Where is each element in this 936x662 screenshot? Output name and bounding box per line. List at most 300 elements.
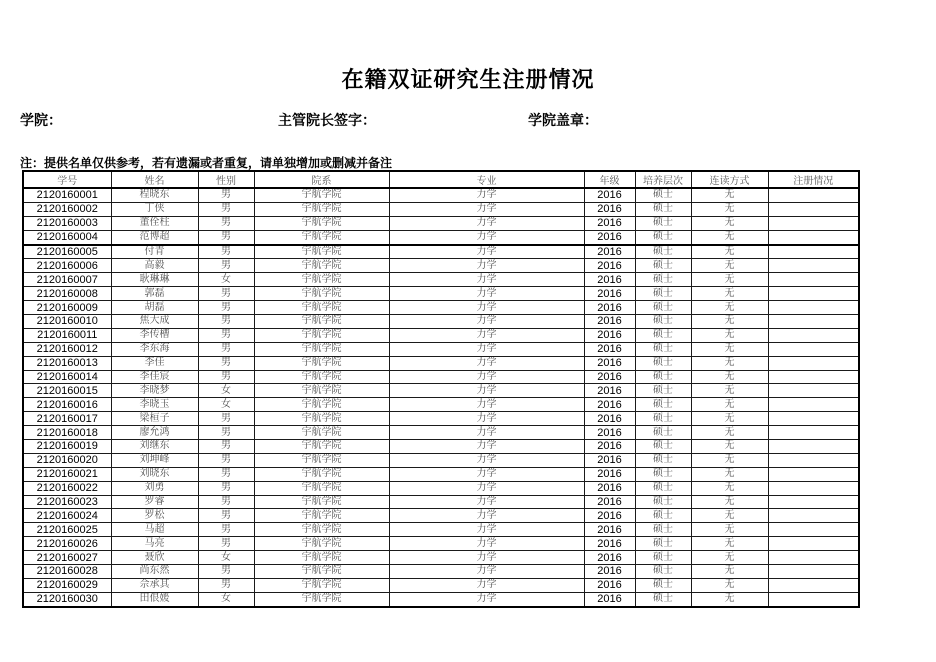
cell-grade: 2016	[584, 384, 635, 398]
cell-level: 硕士	[635, 384, 691, 398]
cell-major: 力学	[389, 259, 584, 273]
cell-grade: 2016	[584, 467, 635, 481]
cell-department: 宇航学院	[254, 523, 389, 537]
cell-level: 硕士	[635, 551, 691, 565]
col-header-registration-status: 注册情况	[768, 171, 859, 188]
cell-gender: 男	[198, 216, 254, 230]
cell-study-mode: 无	[691, 440, 768, 454]
cell-major: 力学	[389, 495, 584, 509]
cell-major: 力学	[389, 398, 584, 412]
cell-registration-status	[768, 370, 859, 384]
cell-registration-status	[768, 495, 859, 509]
cell-registration-status	[768, 440, 859, 454]
cell-gender: 男	[198, 301, 254, 315]
cell-study-mode: 无	[691, 412, 768, 426]
cell-registration-status	[768, 287, 859, 301]
cell-student-id: 2120160027	[23, 551, 111, 565]
cell-student-id: 2120160023	[23, 495, 111, 509]
cell-level: 硕士	[635, 481, 691, 495]
cell-student-id: 2120160009	[23, 301, 111, 315]
cell-name: 马超	[111, 523, 198, 537]
cell-grade: 2016	[584, 578, 635, 592]
cell-registration-status	[768, 467, 859, 481]
cell-study-mode: 无	[691, 230, 768, 244]
college-label: 学院：	[20, 112, 62, 128]
cell-department: 宇航学院	[254, 426, 389, 440]
table-row	[23, 216, 859, 230]
cell-grade: 2016	[584, 273, 635, 287]
cell-name: 尚东然	[111, 565, 198, 579]
cell-student-id: 2120160021	[23, 467, 111, 481]
cell-major: 力学	[389, 273, 584, 287]
cell-level: 硕士	[635, 537, 691, 551]
cell-level: 硕士	[635, 245, 691, 259]
cell-grade: 2016	[584, 509, 635, 523]
cell-grade: 2016	[584, 245, 635, 259]
cell-study-mode: 无	[691, 315, 768, 329]
cell-gender: 男	[198, 287, 254, 301]
cell-study-mode: 无	[691, 509, 768, 523]
cell-department: 宇航学院	[254, 342, 389, 356]
cell-gender: 男	[198, 523, 254, 537]
student-table-body	[23, 188, 859, 607]
cell-name: 焦大成	[111, 315, 198, 329]
cell-name: 董佺柱	[111, 216, 198, 230]
cell-gender: 女	[198, 592, 254, 606]
table-row	[23, 509, 859, 523]
cell-student-id: 2120160030	[23, 592, 111, 606]
cell-grade: 2016	[584, 440, 635, 454]
cell-grade: 2016	[584, 523, 635, 537]
cell-gender: 男	[198, 467, 254, 481]
cell-student-id: 2120160024	[23, 509, 111, 523]
cell-gender: 男	[198, 412, 254, 426]
cell-department: 宇航学院	[254, 328, 389, 342]
col-header-gender: 性别	[198, 171, 254, 188]
cell-major: 力学	[389, 578, 584, 592]
cell-grade: 2016	[584, 565, 635, 579]
cell-department: 宇航学院	[254, 551, 389, 565]
cell-student-id: 2120160005	[23, 245, 111, 259]
table-row	[23, 467, 859, 481]
cell-registration-status	[768, 578, 859, 592]
cell-grade: 2016	[584, 342, 635, 356]
student-roster-table	[22, 170, 860, 608]
cell-level: 硕士	[635, 578, 691, 592]
table-row	[23, 356, 859, 370]
col-header-grade: 年级	[584, 171, 635, 188]
table-row	[23, 287, 859, 301]
cell-name: 付青	[111, 245, 198, 259]
table-row	[23, 592, 859, 606]
cell-gender: 男	[198, 259, 254, 273]
cell-registration-status	[768, 188, 859, 202]
col-header-name: 姓名	[111, 171, 198, 188]
col-header-major: 专业	[389, 171, 584, 188]
cell-grade: 2016	[584, 592, 635, 606]
cell-student-id: 2120160020	[23, 453, 111, 467]
cell-department: 宇航学院	[254, 202, 389, 216]
cell-study-mode: 无	[691, 523, 768, 537]
cell-major: 力学	[389, 370, 584, 384]
cell-student-id: 2120160004	[23, 230, 111, 244]
cell-student-id: 2120160029	[23, 578, 111, 592]
table-row	[23, 412, 859, 426]
cell-study-mode: 无	[691, 370, 768, 384]
cell-major: 力学	[389, 592, 584, 606]
cell-grade: 2016	[584, 453, 635, 467]
cell-study-mode: 无	[691, 398, 768, 412]
cell-major: 力学	[389, 481, 584, 495]
cell-name: 刘勇	[111, 481, 198, 495]
cell-major: 力学	[389, 342, 584, 356]
cell-department: 宇航学院	[254, 188, 389, 202]
cell-department: 宇航学院	[254, 216, 389, 230]
cell-major: 力学	[389, 301, 584, 315]
cell-major: 力学	[389, 188, 584, 202]
cell-grade: 2016	[584, 537, 635, 551]
cell-name: 程晓东	[111, 188, 198, 202]
cell-department: 宇航学院	[254, 230, 389, 244]
cell-name: 佘承其	[111, 578, 198, 592]
cell-student-id: 2120160003	[23, 216, 111, 230]
cell-department: 宇航学院	[254, 509, 389, 523]
table-row	[23, 537, 859, 551]
cell-name: 李晓玉	[111, 398, 198, 412]
cell-gender: 男	[198, 578, 254, 592]
cell-department: 宇航学院	[254, 440, 389, 454]
cell-name: 梁桓子	[111, 412, 198, 426]
cell-level: 硕士	[635, 230, 691, 244]
cell-major: 力学	[389, 440, 584, 454]
cell-study-mode: 无	[691, 453, 768, 467]
cell-name: 范博超	[111, 230, 198, 244]
cell-grade: 2016	[584, 495, 635, 509]
cell-study-mode: 无	[691, 578, 768, 592]
cell-registration-status	[768, 356, 859, 370]
cell-level: 硕士	[635, 301, 691, 315]
cell-gender: 男	[198, 440, 254, 454]
cell-student-id: 2120160007	[23, 273, 111, 287]
cell-registration-status	[768, 245, 859, 259]
cell-grade: 2016	[584, 398, 635, 412]
cell-level: 硕士	[635, 398, 691, 412]
table-row	[23, 301, 859, 315]
cell-level: 硕士	[635, 356, 691, 370]
cell-gender: 男	[198, 356, 254, 370]
cell-registration-status	[768, 509, 859, 523]
col-header-student-id: 学号	[23, 171, 111, 188]
cell-level: 硕士	[635, 287, 691, 301]
cell-gender: 男	[198, 315, 254, 329]
cell-study-mode: 无	[691, 259, 768, 273]
cell-grade: 2016	[584, 412, 635, 426]
cell-department: 宇航学院	[254, 537, 389, 551]
cell-level: 硕士	[635, 509, 691, 523]
table-row	[23, 565, 859, 579]
cell-level: 硕士	[635, 370, 691, 384]
cell-study-mode: 无	[691, 565, 768, 579]
cell-gender: 女	[198, 551, 254, 565]
cell-department: 宇航学院	[254, 481, 389, 495]
col-header-level: 培养层次	[635, 171, 691, 188]
cell-gender: 男	[198, 453, 254, 467]
cell-level: 硕士	[635, 216, 691, 230]
table-row	[23, 495, 859, 509]
cell-name: 郭磊	[111, 287, 198, 301]
cell-study-mode: 无	[691, 287, 768, 301]
cell-major: 力学	[389, 245, 584, 259]
cell-registration-status	[768, 551, 859, 565]
cell-major: 力学	[389, 467, 584, 481]
cell-major: 力学	[389, 426, 584, 440]
cell-major: 力学	[389, 565, 584, 579]
cell-registration-status	[768, 230, 859, 244]
cell-study-mode: 无	[691, 481, 768, 495]
cell-department: 宇航学院	[254, 356, 389, 370]
cell-registration-status	[768, 412, 859, 426]
cell-study-mode: 无	[691, 245, 768, 259]
cell-study-mode: 无	[691, 592, 768, 606]
cell-student-id: 2120160026	[23, 537, 111, 551]
cell-level: 硕士	[635, 565, 691, 579]
cell-level: 硕士	[635, 315, 691, 329]
college-stamp-label: 学院盖章：	[528, 112, 598, 128]
cell-study-mode: 无	[691, 328, 768, 342]
dean-signature-label: 主管院长签字：	[278, 112, 376, 128]
table-row	[23, 259, 859, 273]
cell-study-mode: 无	[691, 384, 768, 398]
cell-major: 力学	[389, 384, 584, 398]
cell-major: 力学	[389, 328, 584, 342]
cell-study-mode: 无	[691, 426, 768, 440]
cell-student-id: 2120160019	[23, 440, 111, 454]
cell-level: 硕士	[635, 259, 691, 273]
cell-gender: 男	[198, 565, 254, 579]
page-title: 在籍双证研究生注册情况	[341, 67, 595, 92]
cell-major: 力学	[389, 356, 584, 370]
cell-grade: 2016	[584, 287, 635, 301]
cell-name: 李传槽	[111, 328, 198, 342]
cell-student-id: 2120160001	[23, 188, 111, 202]
cell-study-mode: 无	[691, 273, 768, 287]
cell-name: 聂欣	[111, 551, 198, 565]
cell-student-id: 2120160010	[23, 315, 111, 329]
cell-student-id: 2120160013	[23, 356, 111, 370]
cell-registration-status	[768, 216, 859, 230]
cell-gender: 男	[198, 245, 254, 259]
cell-registration-status	[768, 565, 859, 579]
table-row	[23, 578, 859, 592]
cell-name: 刘坤峰	[111, 453, 198, 467]
cell-registration-status	[768, 398, 859, 412]
cell-name: 李晓梦	[111, 384, 198, 398]
cell-name: 高毅	[111, 259, 198, 273]
cell-major: 力学	[389, 202, 584, 216]
table-row	[23, 370, 859, 384]
cell-name: 丁侠	[111, 202, 198, 216]
cell-student-id: 2120160018	[23, 426, 111, 440]
cell-major: 力学	[389, 230, 584, 244]
cell-registration-status	[768, 453, 859, 467]
cell-name: 李佳	[111, 356, 198, 370]
cell-grade: 2016	[584, 301, 635, 315]
cell-grade: 2016	[584, 370, 635, 384]
cell-name: 耿琳琳	[111, 273, 198, 287]
cell-grade: 2016	[584, 202, 635, 216]
cell-grade: 2016	[584, 356, 635, 370]
cell-study-mode: 无	[691, 301, 768, 315]
cell-registration-status	[768, 202, 859, 216]
cell-department: 宇航学院	[254, 592, 389, 606]
cell-student-id: 2120160028	[23, 565, 111, 579]
cell-name: 刘继东	[111, 440, 198, 454]
cell-student-id: 2120160012	[23, 342, 111, 356]
cell-registration-status	[768, 523, 859, 537]
cell-study-mode: 无	[691, 495, 768, 509]
cell-student-id: 2120160008	[23, 287, 111, 301]
cell-grade: 2016	[584, 216, 635, 230]
cell-department: 宇航学院	[254, 287, 389, 301]
cell-gender: 男	[198, 481, 254, 495]
cell-level: 硕士	[635, 440, 691, 454]
cell-registration-status	[768, 301, 859, 315]
cell-department: 宇航学院	[254, 273, 389, 287]
cell-student-id: 2120160002	[23, 202, 111, 216]
cell-gender: 男	[198, 370, 254, 384]
cell-department: 宇航学院	[254, 301, 389, 315]
table-row	[23, 342, 859, 356]
table-row	[23, 245, 859, 259]
table-row	[23, 481, 859, 495]
cell-level: 硕士	[635, 412, 691, 426]
cell-department: 宇航学院	[254, 578, 389, 592]
cell-level: 硕士	[635, 467, 691, 481]
cell-level: 硕士	[635, 188, 691, 202]
cell-study-mode: 无	[691, 216, 768, 230]
cell-study-mode: 无	[691, 202, 768, 216]
header-row	[23, 171, 859, 188]
cell-gender: 男	[198, 202, 254, 216]
table-row	[23, 230, 859, 244]
cell-major: 力学	[389, 216, 584, 230]
cell-name: 刘晓东	[111, 467, 198, 481]
cell-grade: 2016	[584, 259, 635, 273]
cell-major: 力学	[389, 537, 584, 551]
cell-grade: 2016	[584, 426, 635, 440]
cell-department: 宇航学院	[254, 495, 389, 509]
cell-department: 宇航学院	[254, 565, 389, 579]
table-row	[23, 398, 859, 412]
table-row	[23, 273, 859, 287]
cell-student-id: 2120160022	[23, 481, 111, 495]
table-row	[23, 315, 859, 329]
cell-department: 宇航学院	[254, 453, 389, 467]
cell-name: 李佳宸	[111, 370, 198, 384]
cell-grade: 2016	[584, 551, 635, 565]
cell-student-id: 2120160011	[23, 328, 111, 342]
cell-study-mode: 无	[691, 467, 768, 481]
cell-gender: 男	[198, 537, 254, 551]
cell-name: 罗松	[111, 509, 198, 523]
cell-registration-status	[768, 426, 859, 440]
cell-student-id: 2120160006	[23, 259, 111, 273]
table-row	[23, 440, 859, 454]
cell-level: 硕士	[635, 592, 691, 606]
cell-name: 胡磊	[111, 301, 198, 315]
table-row	[23, 453, 859, 467]
cell-name: 田佷媛	[111, 592, 198, 606]
cell-grade: 2016	[584, 315, 635, 329]
cell-gender: 男	[198, 230, 254, 244]
cell-major: 力学	[389, 412, 584, 426]
cell-student-id: 2120160016	[23, 398, 111, 412]
cell-major: 力学	[389, 287, 584, 301]
cell-registration-status	[768, 273, 859, 287]
cell-grade: 2016	[584, 188, 635, 202]
cell-gender: 男	[198, 188, 254, 202]
cell-department: 宇航学院	[254, 245, 389, 259]
cell-major: 力学	[389, 551, 584, 565]
table-row	[23, 188, 859, 202]
cell-major: 力学	[389, 453, 584, 467]
col-header-study-mode: 连读方式	[691, 171, 768, 188]
cell-major: 力学	[389, 509, 584, 523]
cell-grade: 2016	[584, 328, 635, 342]
cell-level: 硕士	[635, 426, 691, 440]
cell-study-mode: 无	[691, 342, 768, 356]
cell-gender: 女	[198, 398, 254, 412]
cell-department: 宇航学院	[254, 398, 389, 412]
cell-name: 廖允鸿	[111, 426, 198, 440]
table-row	[23, 328, 859, 342]
cell-major: 力学	[389, 523, 584, 537]
cell-level: 硕士	[635, 453, 691, 467]
cell-gender: 男	[198, 426, 254, 440]
cell-department: 宇航学院	[254, 384, 389, 398]
cell-gender: 女	[198, 273, 254, 287]
cell-name: 罗睿	[111, 495, 198, 509]
cell-gender: 女	[198, 384, 254, 398]
table-row	[23, 384, 859, 398]
cell-name: 李东海	[111, 342, 198, 356]
cell-study-mode: 无	[691, 188, 768, 202]
cell-registration-status	[768, 259, 859, 273]
note-text: 注：提供名单仅供参考，若有遗漏或者重复，请单独增加或删减并备注	[20, 156, 393, 170]
cell-grade: 2016	[584, 481, 635, 495]
cell-level: 硕士	[635, 273, 691, 287]
cell-student-id: 2120160014	[23, 370, 111, 384]
cell-gender: 男	[198, 328, 254, 342]
table-row	[23, 426, 859, 440]
cell-study-mode: 无	[691, 537, 768, 551]
cell-study-mode: 无	[691, 356, 768, 370]
cell-study-mode: 无	[691, 551, 768, 565]
cell-level: 硕士	[635, 202, 691, 216]
cell-registration-status	[768, 328, 859, 342]
cell-registration-status	[768, 315, 859, 329]
cell-registration-status	[768, 537, 859, 551]
cell-department: 宇航学院	[254, 370, 389, 384]
cell-major: 力学	[389, 315, 584, 329]
cell-department: 宇航学院	[254, 412, 389, 426]
cell-department: 宇航学院	[254, 259, 389, 273]
cell-student-id: 2120160015	[23, 384, 111, 398]
cell-student-id: 2120160025	[23, 523, 111, 537]
cell-name: 马亮	[111, 537, 198, 551]
cell-level: 硕士	[635, 523, 691, 537]
cell-registration-status	[768, 592, 859, 606]
